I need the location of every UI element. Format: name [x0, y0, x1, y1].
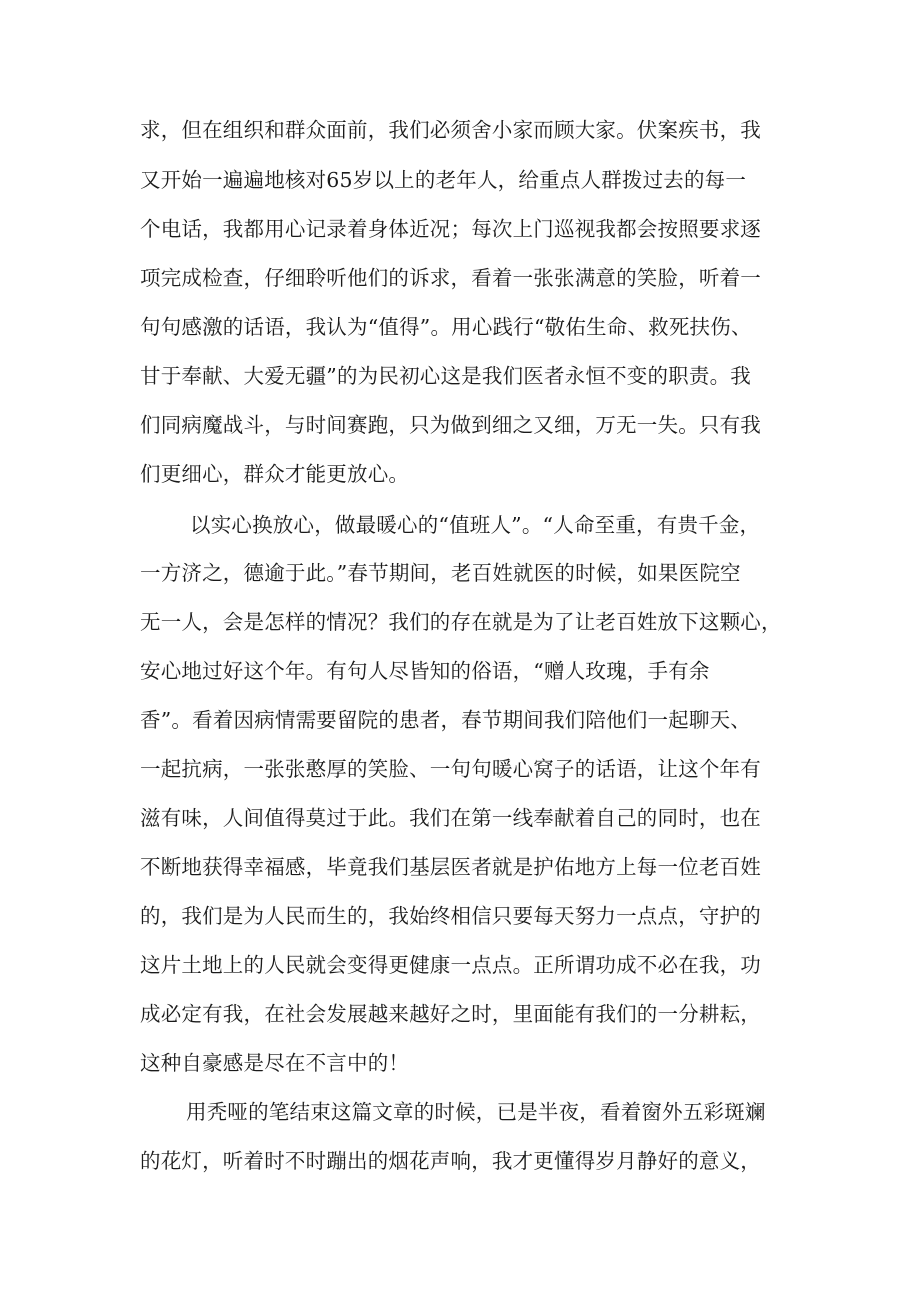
text-line: 的花灯，听着时不时蹦出的烟花声响，我才更懂得岁月静好的意义，	[140, 1149, 761, 1173]
text-line: 成必定有我，在社会发展越来越好之时，里面能有我们的一分耕耘，	[140, 1002, 761, 1026]
text-line: 个电话，我都用心记录着身体近况；每次上门巡视我都会按照要求逐	[140, 217, 761, 241]
text-line: 们更细心，群众才能更放心。	[140, 462, 410, 486]
text-line: 的，我们是为人民而生的，我始终相信只要每天努力一点点，守护的	[140, 904, 761, 928]
text-line: 又开始一遍遍地核对65岁以上的老年人，给重点人群拨过去的每一	[140, 168, 747, 192]
text-line: 一起抗病，一张张憨厚的笑脸、一句句暖心窝子的话语，让这个年有	[140, 757, 761, 781]
text-line: 无一人，会是怎样的情况？我们的存在就是为了让老百姓放下这颗心，	[140, 610, 782, 634]
text-line: 们同病魔战斗，与时间赛跑，只为做到细之又细，万无一失。只有我	[140, 413, 761, 437]
text-line: 安心地过好这个年。有句人尽皆知的俗语，“赠人玫瑰，手有余	[140, 659, 710, 683]
text-line: 求，但在组织和群众面前，我们必须舍小家而顾大家。伏案疾书，我	[140, 118, 761, 142]
text-line: 这片土地上的人民就会变得更健康一点点。正所谓功成不必在我，功	[140, 953, 761, 977]
text-line: 滋有味，人间值得莫过于此。我们在第一线奉献着自己的同时，也在	[140, 806, 761, 830]
text-line: 香”。看着因病情需要留院的患者，春节期间我们陪他们一起聊天、	[140, 708, 751, 732]
text-line: 项完成检查，仔细聆听他们的诉求，看着一张张满意的笑脸，听着一	[140, 266, 761, 290]
text-line: 这种自豪感是尽在不言中的！	[140, 1051, 410, 1075]
text-line: 句句感激的话语，我认为“值得”。用心践行“敬佑生命、救死扶伤、	[140, 315, 752, 339]
paragraph-first-line: 用秃哑的笔结束这篇文章的时候，已是半夜，看着窗外五彩斑斓	[186, 1100, 766, 1124]
text-line: 甘于奉献、大爱无疆”的为民初心这是我们医者永恒不变的职责。我	[140, 364, 751, 388]
text-line: 一方济之，德逾于此。”春节期间，老百姓就医的时候，如果医院空	[140, 561, 741, 585]
text-line: 不断地获得幸福感，毕竟我们基层医者就是护佑地方上每一位老百姓	[140, 855, 761, 879]
paragraph-first-line: 以实心换放心，做最暖心的“值班人”。“人命至重，有贵千金，	[190, 513, 761, 537]
